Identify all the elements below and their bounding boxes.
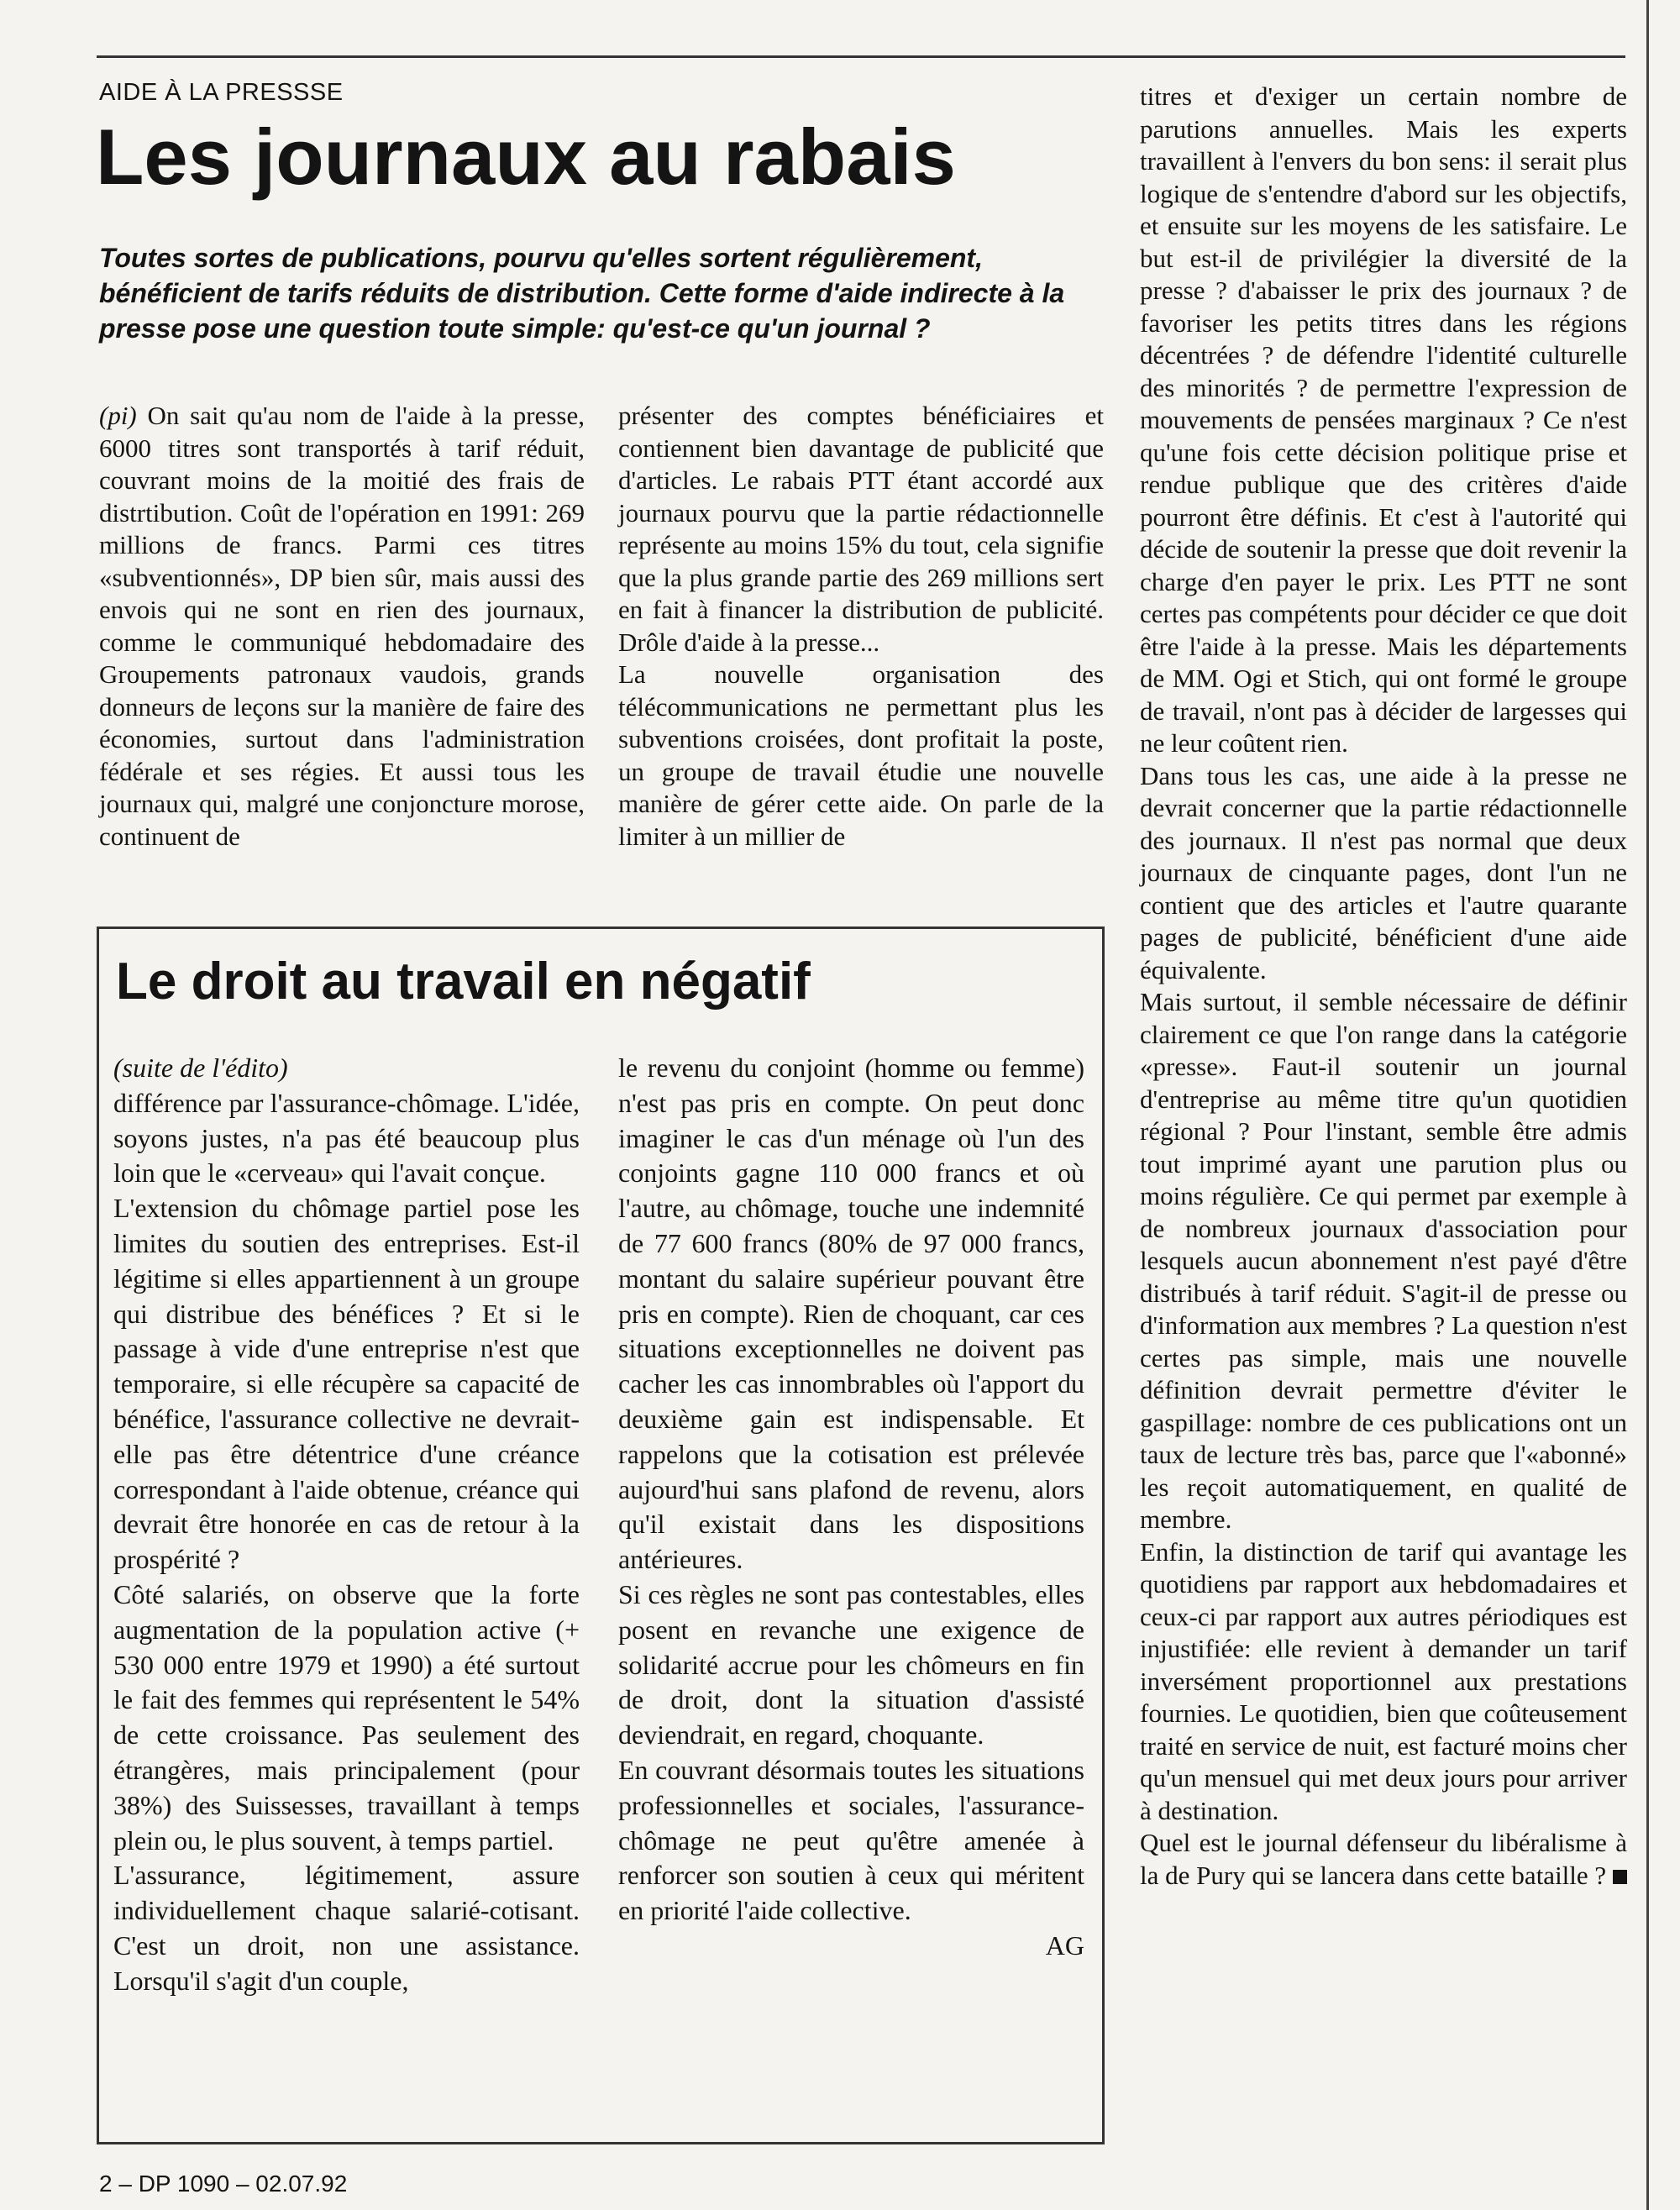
editorial-continuation-box [97, 927, 1105, 2144]
box-paragraph: différence par l'assurance-chômage. L'idée, soyons justes, n'a pas été beaucoup plus loin que le «cerveau» qui l'avait conçue. [113, 1087, 580, 1189]
article-paragraph: Dans tous les cas, une aide à la presse ne devrait concerner que la partie rédactionnelle des journaux. Il n'est pas normal que deux journaux de cinquante pages, dont l'un ne contient que des articles et l'autre quarante pages de publicité, bénéficient d'une aide équivalente. [1140, 760, 1627, 984]
main-article-column-2 [618, 400, 1104, 853]
section-kicker: AIDE À LA PRESSSE [99, 79, 344, 106]
article-paragraph: Mais surtout, il semble nécessaire de définir clairement ce que l'on range dans la catégorie «presse». Faut-il soutenir un journal d'entreprise au même titre qu'un quotidien régional ? Pour l'instant, semble être admis tout imprimé ayant une parution plus ou moins régulière. Ce qui permet par exemple à de nombreux journaux d'association pour lesquels aucun abonnement n'est payé d'être distribués à tarif réduit. S'agit-il de presse ou d'information aux membres ? La question n'est certes pas simple, mais une nouvelle définition devrait permettre d'éviter le gaspillage: nombre de ces publications ont un taux de lecture très bas, parce que l'«abonné» les reçoit automatiquement, en qualité de membre. [1140, 987, 1627, 1534]
end-square-icon [1613, 1870, 1627, 1884]
article-paragraph: titres et d'exiger un certain nombre de parutions annuelles. Mais les experts travaillent à l'envers du bon sens: il serait plus logique de s'entendre d'abord sur les objectifs, et ensuite sur les moyens de les satisfaire. Le but est-il de privilégier la diversité de la presse ? d'abaisser le prix des journaux ? de favoriser les petits titres dans les régions décentrées ? de défendre l'identité culturelle des minorités ? de permettre l'expression de mouvements de pensées marginaux ? Ce n'est qu'une fois cette décision politique prise et rendue publique que des critères d'aide pourront être définis. Et c'est à l'autorité qui décide de soutenir la presse que doit revenir la charge d'en payer le prix. Les PTT ne sont certes pas compétents pour décider ce que doit être l'aide à la presse. Mais les départements de MM. Ogi et Stich, qui ont formé le groupe de travail, n'ont pas à décider de largesses qui ne leur coûtent rien. [1140, 81, 1627, 758]
article-paragraph: La nouvelle organisation des télécommunications ne permettant plus les subventions croisées, dont profitait la poste, un groupe de travail étudie une nouvelle manière de gérer cette aide. On parle de la limiter à un millier de [618, 659, 1104, 851]
box-paragraph: Côté salariés, on observe que la forte augmentation de la population active (+ 530 000 entre 1979 et 1990) a été surtout le fait des femmes qui représentent le 54% de cette croissance. Pas seulement des étrangères, mais principalement (pour 38%) des Suissesses, travaillant à temps plein ou, le plus souvent, à temps partiel. [113, 1578, 580, 1856]
box-column-left [113, 1051, 580, 1999]
page-footer: 2 – DP 1090 – 02.07.92 [99, 2171, 348, 2197]
box-paragraph: L'assurance, légitimement, assure individuellement chaque salarié-cotisant. C'est un droit, non une assistance. Lorsqu'il s'agit d'un couple, [113, 1860, 580, 1996]
author-initials: (pi) [99, 401, 137, 430]
main-article-column-3 [1140, 81, 1627, 1892]
main-article-column-1 [99, 400, 585, 853]
box-paragraph: En couvrant désormais toutes les situations professionnelles et sociales, l'assurance-chômage ne peut qu'être amenée à renforcer son soutien à ceux qui méritent en priorité l'aide collective. [618, 1754, 1084, 1926]
lead-paragraph: Toutes sortes de publications, pourvu qu'elles sortent régulièrement, bénéficient de tarifs réduits de distribution. Cette forme d'aide indirecte à la presse pose une question toute simple: qu'est-ce qu'un journal ? [99, 243, 1065, 344]
box-signature: AG [1045, 1929, 1084, 1961]
box-title: Le droit au travail en négatif [116, 953, 811, 1011]
box-column-right [618, 1051, 1084, 1964]
article-paragraph: (pi) On sait qu'au nom de l'aide à la presse, 6000 titres sont transportés à tarif réduit, couvrant moins de la moitié des frais de distrtibution. Coût de l'opération en 1991: 269 millions de francs. Parmi ces titres «subventionnés», DP bien sûr, mais aussi des envois qui ne sont en rien des journaux, comme le communiqué hebdomadaire des Groupements patronaux vaudois, grands donneurs de leçons sur la manière de faire des économies, surtout dans l'administration fédérale et ses régies. Et aussi tous les journaux qui, malgré une conjoncture morose, continuent de [99, 401, 585, 851]
box-paragraph: le revenu du conjoint (homme ou femme) n'est pas pris en compte. On peut donc imaginer le cas d'un ménage où l'un des conjoints gagne 110 000 francs et où l'autre, au chômage, touche une indemnité de 77 600 francs (80% de 97 000 francs, montant du salaire supérieur pouvant être pris en compte). Rien de choquant, car ces situations exceptionnelles ne doivent pas cacher les cas innombrables où l'apport du deuxième gain est indispensable. Et rappelons que la cotisation est prélevée aujourd'hui sans plafond de revenu, alors qu'il existait dans les dispositions antérieures. [618, 1053, 1084, 1575]
article-paragraph: Enfin, la distinction de tarif qui avantage les quotidiens par rapport aux hebdomadaires et ceux-ci par rapport aux autres périodiques est injustifiée: elle revient à demander un tarif inversément proportionnel aux prestations fournies. Le quotidien, bien que coûteusement traité en service de nuit, est facturé moins cher qu'un mensuel qui met deux jours pour arriver à destination. [1140, 1536, 1627, 1825]
article-paragraph: présenter des comptes bénéficiaires et contiennent bien davantage de publicité que d'articles. Le rabais PTT étant accordé aux journaux pourvu que la partie rédactionnelle représente au moins 15% du tout, cela signifie que la plus grande partie des 269 millions sert en fait à financer la distribution de publicité. Drôle d'aide à la presse... [618, 401, 1104, 657]
article-paragraph: Quel est le journal défenseur du libéralisme à la de Pury qui se lancera dans cette bataille ? [1140, 1828, 1627, 1890]
page-edge-rule [1646, 0, 1649, 2210]
box-subtitle: (suite de l'édito) [113, 1053, 288, 1083]
box-paragraph: L'extension du chômage partiel pose les limites du soutien des entreprises. Est-il légitime si elles appartiennent à un groupe qui distribue des bénéfices ? Et si le passage à vide d'une entreprise n'est que temporaire, si elle récupère sa capacité de bénéfice, l'assurance collective ne devrait-elle pas être détentrice d'une créance correspondant à l'aide obtenue, créance qui devrait être honorée en cas de retour à la prospérité ? [113, 1193, 580, 1575]
headline: Les journaux au rabais [96, 113, 956, 201]
box-paragraph: Si ces règles ne sont pas contestables, elles posent en revanche une exigence de solidarité accrue pour les chômeurs en fin de droit, dont la situation d'assisté deviendrait, en regard, choquante. [618, 1578, 1084, 1751]
top-rule [97, 55, 1625, 58]
